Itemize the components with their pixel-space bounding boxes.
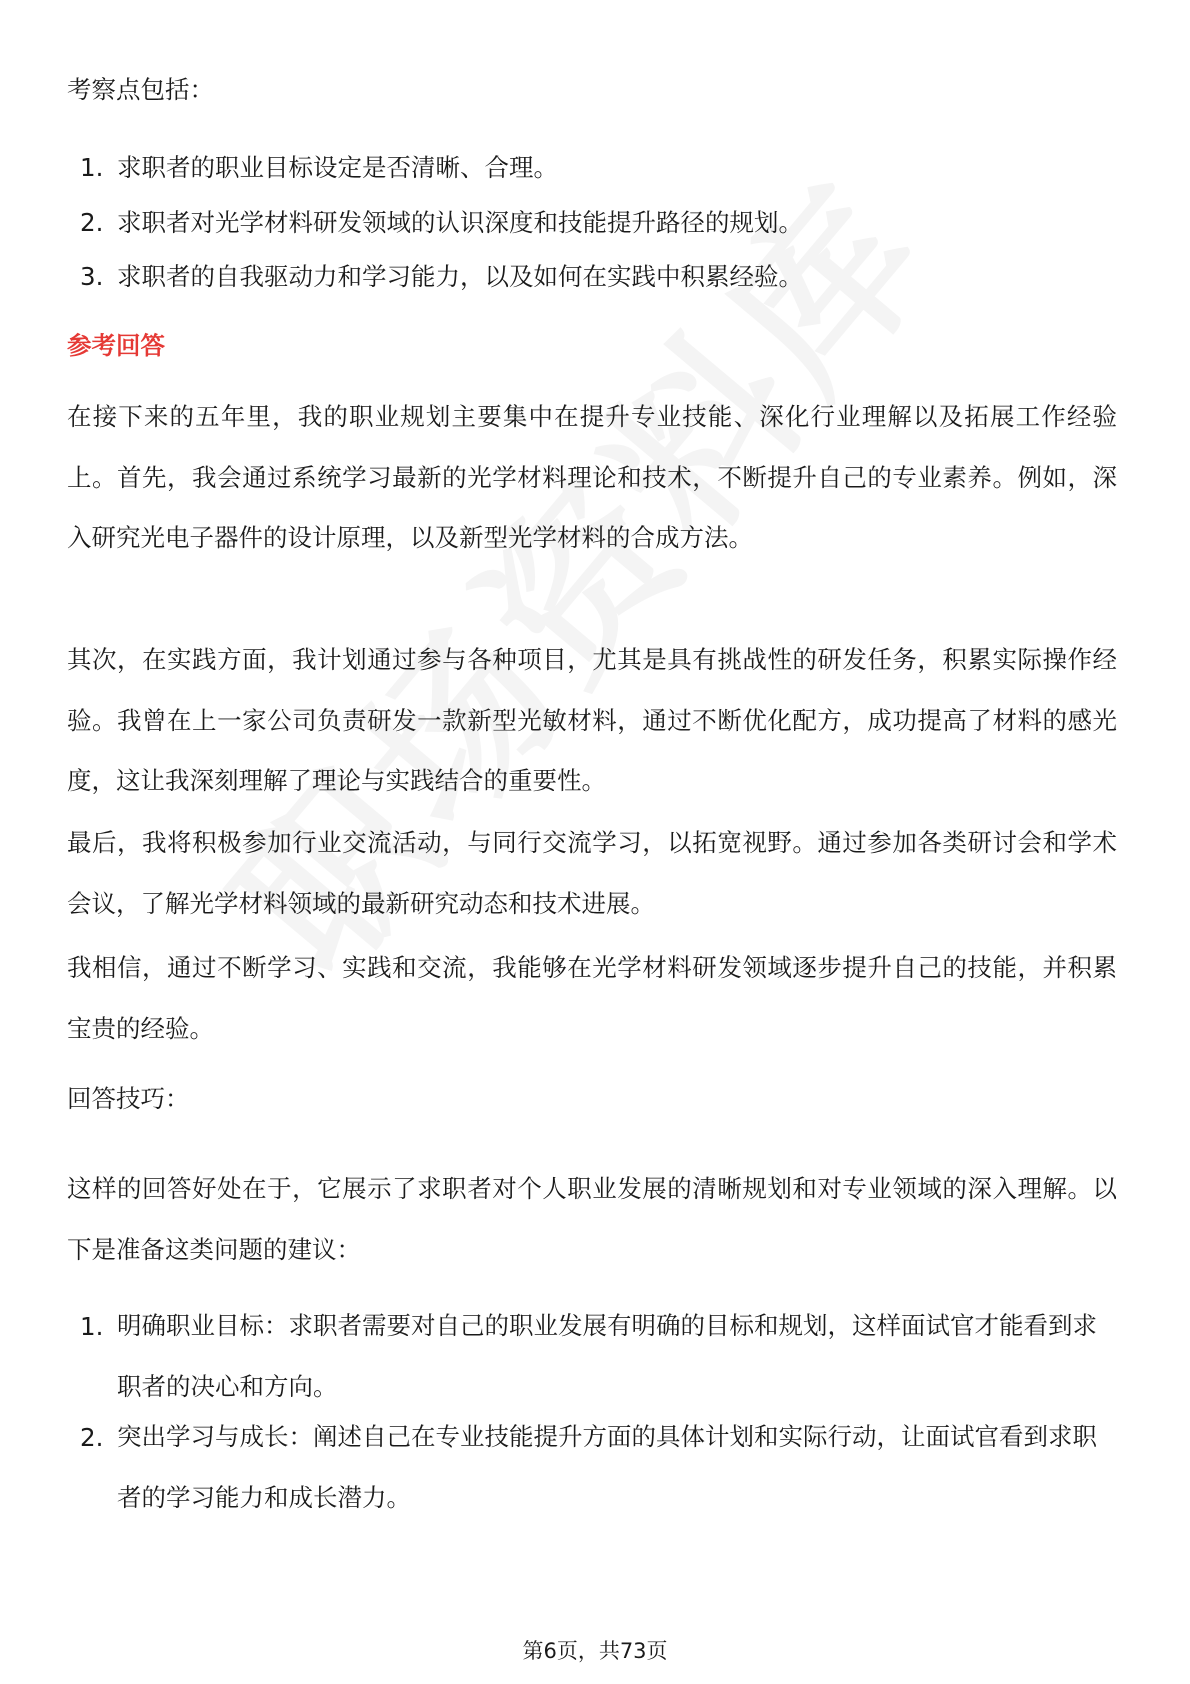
reference-heading: 参考回答 (67, 331, 165, 360)
point-text: 求职者对光学材料研发领域的认识深度和技能提升路径的规划。 (117, 208, 803, 237)
intro-label: 考察点包括： (67, 75, 214, 104)
point-number: 1. (80, 153, 104, 182)
answer-paragraph: 其次，在实践方面，我计划通过参与各种项目，尤其是具有挑战性的研发任务，积累实际操作经验。我曾在上一家公司负责研发一款新型光敏材料，通过不断优化配方，成功提高了材料的感光度，这让我深刻理解了理论与实践结合的重要性。 (67, 645, 1117, 795)
answer-paragraph: 在接下来的五年里，我的职业规划主要集中在提升专业技能、深化行业理解以及拓展工作经验上。首先，我会通过系统学习最新的光学材料理论和技术，不断提升自己的专业素养。例如，深入研究光电子器件的设计原理，以及新型光学材料的合成方法。 (67, 402, 1117, 552)
tips-label: 回答技巧： (67, 1084, 190, 1113)
tips-intro: 这样的回答好处在于，它展示了求职者对个人职业发展的清晰规划和对专业领域的深入理解。以下是准备这类问题的建议： (67, 1174, 1117, 1264)
answer-paragraph: 最后，我将积极参加行业交流活动，与同行交流学习，以拓宽视野。通过参加各类研讨会和学术会议，了解光学材料领域的最新研究动态和技术进展。 (67, 828, 1117, 918)
tip-number: 1. (80, 1312, 104, 1341)
point-text: 求职者的自我驱动力和学习能力，以及如何在实践中积累经验。 (117, 262, 803, 291)
point-text: 求职者的职业目标设定是否清晰、合理。 (117, 153, 558, 182)
answer-paragraph: 我相信，通过不断学习、实践和交流，我能够在光学材料研发领域逐步提升自己的技能，并积累宝贵的经验。 (67, 953, 1117, 1043)
point-number: 2. (80, 208, 104, 237)
page-footer: 第6页，共73页 (522, 1639, 668, 1663)
point-number: 3. (80, 262, 104, 291)
tip-text: 突出学习与成长：阐述自己在专业技能提升方面的具体计划和实际行动，让面试官看到求职者的学习能力和成长潜力。 (117, 1422, 1097, 1512)
tip-text: 明确职业目标：求职者需要对自己的职业发展有明确的目标和规划，这样面试官才能看到求职者的决心和方向。 (117, 1311, 1097, 1401)
tip-number: 2. (80, 1423, 104, 1452)
